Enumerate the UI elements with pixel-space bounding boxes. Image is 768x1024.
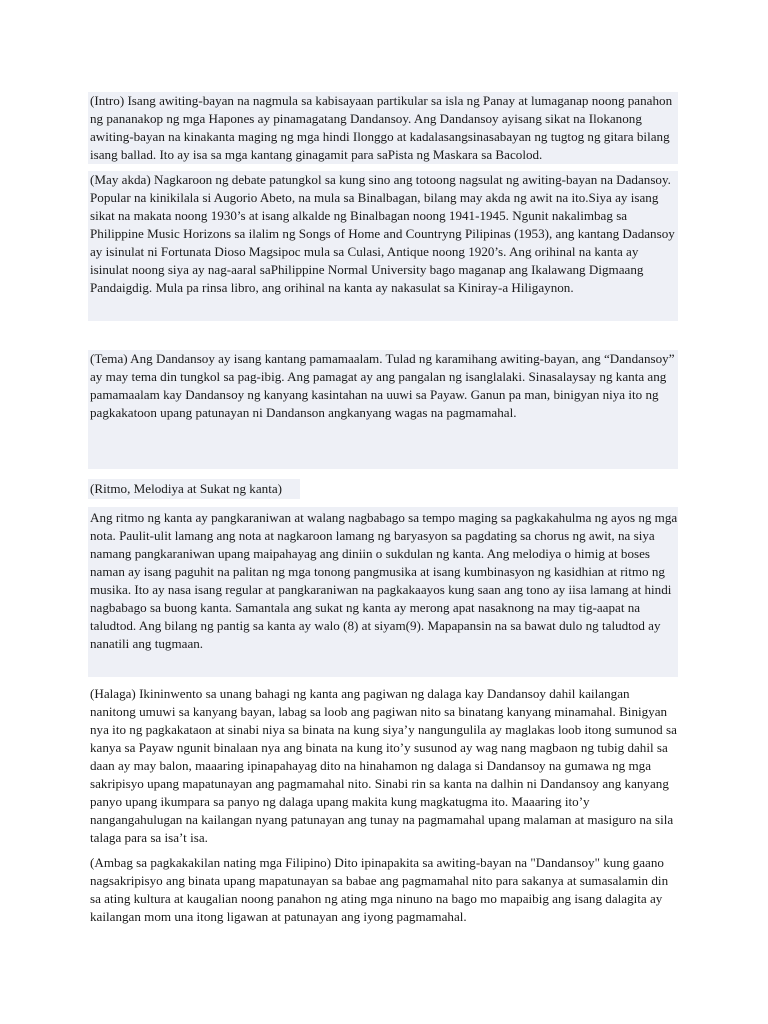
paragraph-tema: (Tema) Ang Dandansoy ay isang kantang pamamaalam. Tulad ng karamihang awiting-bayan, ang “Dandansoy” ay may tema din tungkol sa pag-ibig. Ang pamagat ay ang pangalan ng isanglalaki. Sinasalaysay ng kanta ang pamamaalam kay Dandansoy ng kanyang kasintahan na uuwi sa Payaw. Ganun pa man, binigyan niya ito ng pagkakatoon upang patunayan ni Dandanson angkanyang wagas na pagmamahal. (88, 350, 678, 469)
paragraph-halaga: (Halaga) Ikininwento sa unang bahagi ng kanta ang pagiwan ng dalaga kay Dandansoy dahil kailangan nanitong umuwi sa kanyang bayan, labag sa loob ang pagiwan nito sa binatang kanyang minamahal. Binigyan nya ito ng pagkakataon at sinabi niya sa binata na kung siya’y nangungulila ay maglakas loob itong sumunod sa kanya sa Payaw ngunit binalaan nya ang binata na kung ito’y susunod ay wag nang magbaon ng tubig dahil sa daan ay may balon, maaaring ipinapahayag dito na hinahamon ng dalaga si Dandansoy na gumawa ng mga sakripisyo upang mapatunayan ang pagmamahal nito. Sinabi rin sa kanta na dalhin ni Dandansoy ang kanyang panyo upang ikumpara sa panyo ng dalaga upang makita kung magkatugma ito. Maaaring ito’y nangangahulugan na kailangan nyang patunayan ang tunay na pagmamahal upang malaman at masiguro na sila talaga para sa isa’t isa. (90, 686, 677, 845)
paragraph-intro: (Intro) Isang awiting-bayan na nagmula sa kabisayaan partikular sa isla ng Panay at lumaganap noong panahon ng pananakop ng mga Hapones ay pinamagatang Dandansoy. Ang Dandansoy ayisang sikat na Ilokanong awiting-bayan na kinakanta maging ng mga hindi Ilonggo at kadalasangsinasabayan ng tugtog ng gitara bilang isang ballad. Ito ay isa sa mga kantang ginagamit para saPista ng Maskara sa Bacolod. (88, 92, 678, 164)
paragraph-may-akda: (May akda) Nagkaroon ng debate patungkol sa kung sino ang totoong nagsulat ng awiting-bayan na Dadansoy. Popular na kinikilala si Augorio Abeto, na mula sa Binalbagan, bilang may akda ng awit na ito.Siya ay isang sikat na makata noong 1930’s at isang alkalde ng Binalbagan noong 1941-1945. Ngunit nakalimbag sa Philippine Music Horizons sa ilalim ng Songs of Home and Countryng Pilipinas (1953), ang kantang Dadansoy ay isinulat ni Fortunata Dioso Magsipoc mula sa Culasi, Antique noong 1920’s. Ang orihinal na kanta ay isinulat noong siya ay nag-aaral saPhilippine Normal University bago maganap ang Ikalawang Digmaang Pandaigdig. Mula pa rinsa libro, ang orihinal na kanta ay nakasulat sa Kiniray-a Hiligaynon. (88, 171, 678, 321)
paragraph-ambag: (Ambag sa pagkakakilan nating mga Filipino) Dito ipinapakita sa awiting-bayan na "Dandansoy" kung gaano nagsakripisyo ang binata upang mapatunayan sa babae ang pagmamahal nito para sakanya at sumasalamin din sa ating kultura at kaugalian noong panahon ng ating mga ninuno na bago mo mapaibig ang isang dalagita ay kailangan mom una itong ligawan at patunayan ang iyong pagmamahal. (90, 855, 669, 924)
paragraph-ritmo-heading: (Ritmo, Melodiya at Sukat ng kanta) (88, 479, 300, 499)
paragraph-ritmo: Ang ritmo ng kanta ay pangkaraniwan at walang nagbabago sa tempo maging sa pagkakahulma ng ayos ng mga nota. Paulit-ulit lamang ang nota at nagkaroon lamang ng baryasyon sa pagdating sa chorus ng awit, na siya namang pangkaraniwan upang maipahayag ang diniin o sukdulan ng kanta. Ang melodiya o himig at boses naman ay isang paguhit na palitan ng mga tonong pangmusika at isang kumbinasyon ng kasidhian at ritmo ng musika. Ito ay nasa isang regular at pangkaraniwan na pagkakaayos kung saan ang tono ay iisa lamang at hindi nagbabago sa buong kanta. Samantala ang sukat ng kanta ay merong apat nasaknong na may tig-aapat na taludtod. Ang bilang ng pantig sa kanta ay walo (8) at siyam(9). Mapapansin na sa bawat dulo ng taludtod ay nanatili ang tugmaan. (88, 507, 678, 677)
